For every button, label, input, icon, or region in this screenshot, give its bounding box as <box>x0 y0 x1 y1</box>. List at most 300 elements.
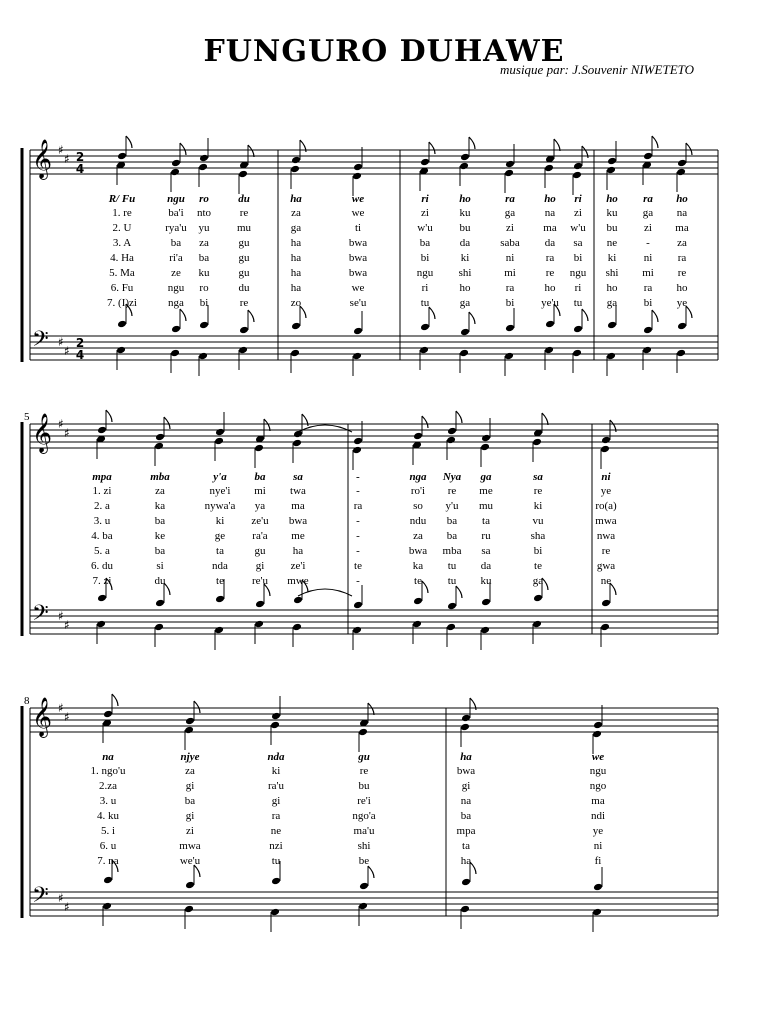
song-title: FUNGURO DUHAWE <box>203 34 565 69</box>
soprano-note <box>461 714 471 723</box>
verse-syllable: ye <box>600 485 612 497</box>
tenor-note <box>239 326 249 335</box>
soprano-note <box>271 712 281 721</box>
soprano-note <box>117 152 127 161</box>
tenor-note <box>255 600 265 609</box>
note-flag <box>429 142 435 154</box>
refrain-syllable: mpa <box>92 471 112 483</box>
verse-syllable: ga <box>290 222 302 234</box>
verse-syllable: ri <box>421 282 429 294</box>
verse-syllable: za <box>199 237 209 249</box>
verse-syllable: du <box>238 282 250 294</box>
verse-syllable: ra <box>677 252 687 264</box>
verse-syllable: 1. re <box>112 207 132 219</box>
note-flag <box>368 866 374 878</box>
refrain-syllable: mba <box>150 471 170 483</box>
verse-syllable: ke <box>154 530 166 542</box>
verse-syllable: ngu <box>167 282 185 294</box>
verse-syllable: za <box>291 207 301 219</box>
soprano-note <box>601 436 611 445</box>
verse-syllable: mba <box>442 545 462 557</box>
verse-syllable: gu <box>238 252 250 264</box>
soprano-note <box>413 432 423 441</box>
verse-syllable: 4. Ha <box>110 252 134 264</box>
verse-syllable: 6. Fu <box>110 282 134 294</box>
verse-syllable: fi <box>594 855 602 867</box>
soprano-note <box>481 434 491 443</box>
verse-syllable: ba'i <box>168 207 184 219</box>
verse-syllable: bwa <box>348 237 368 249</box>
verse-syllable: ye <box>676 297 688 309</box>
verse-syllable: zi <box>644 222 652 234</box>
soprano-note <box>573 162 583 171</box>
tenor-note <box>185 881 195 890</box>
verse-syllable: mpa <box>456 825 476 837</box>
note-flag <box>456 586 462 598</box>
verse-syllable: ra <box>353 500 363 512</box>
verse-syllable: ro <box>199 282 209 294</box>
bass-note <box>116 346 126 355</box>
note-flag <box>652 136 658 148</box>
verse-syllable: bu <box>358 780 370 792</box>
alto-note <box>292 439 302 448</box>
note-flag <box>469 312 475 324</box>
verse-syllable: ha <box>290 237 302 249</box>
alto-note <box>592 730 602 739</box>
verse-syllable: mu <box>478 500 494 512</box>
verse-syllable: ye <box>592 825 604 837</box>
alto-note <box>290 165 300 174</box>
soprano-note <box>677 159 687 168</box>
time-signature-top: 2 <box>75 336 85 350</box>
alto-note <box>352 172 362 181</box>
verse-syllable: 1. zi <box>92 485 112 497</box>
verse-syllable: ra'a <box>252 530 268 542</box>
tenor-note <box>97 594 107 603</box>
verse-syllable: nto <box>196 207 212 219</box>
verse-syllable: ne <box>606 237 618 249</box>
soprano-note <box>291 156 301 165</box>
verse-syllable: 7. (I)zi <box>107 297 137 309</box>
verse-syllable: ba <box>419 237 431 249</box>
tenor-note <box>677 322 687 331</box>
verse-syllable: ngu <box>416 267 434 279</box>
soprano-note <box>643 152 653 161</box>
verse-syllable: ma <box>591 795 605 807</box>
tenor-note <box>593 883 603 892</box>
verse-syllable: - <box>356 515 360 527</box>
verse-syllable: shi <box>605 267 619 279</box>
verse-syllable: ba <box>184 795 196 807</box>
tenor-note <box>353 327 363 336</box>
verse-syllable: tu <box>447 575 457 587</box>
verse-syllable: sa <box>481 545 491 557</box>
bass-note <box>600 623 610 632</box>
verse-syllable: ta <box>462 840 470 852</box>
verse-syllable: ku <box>198 267 210 279</box>
refrain-syllable: ra <box>505 193 515 205</box>
verse-syllable: 1. ngo'u <box>90 765 126 777</box>
note-flag <box>422 416 428 428</box>
tenor-note <box>117 320 127 329</box>
verse-syllable: ga <box>642 207 654 219</box>
soprano-note <box>171 159 181 168</box>
note-flag <box>164 417 170 429</box>
verse-syllable: - <box>356 485 360 497</box>
note-flag <box>429 307 435 319</box>
verse-syllable: nda <box>212 560 228 572</box>
verse-syllable: mi <box>254 485 266 497</box>
verse-syllable: sa <box>573 237 583 249</box>
measure-number: 5 <box>24 411 30 423</box>
verse-syllable: ra <box>271 810 281 822</box>
tenor-note <box>573 325 583 334</box>
sharp-icon: ♯ <box>64 618 70 632</box>
tenor-note <box>505 324 515 333</box>
verse-syllable: 4. ba <box>91 530 113 542</box>
verse-syllable: na <box>544 207 556 219</box>
note-flag <box>264 419 270 431</box>
bass-clef-icon: 𝄢 <box>32 327 49 357</box>
refrain-syllable: Nya <box>442 471 462 483</box>
verse-syllable: 2.za <box>98 780 118 792</box>
verse-syllable: ze'u <box>251 515 269 527</box>
verse-syllable: ba <box>446 530 458 542</box>
verse-syllable: sha <box>530 530 546 542</box>
verse-syllable: saba <box>500 237 520 249</box>
verse-syllable: du <box>154 575 166 587</box>
verse-syllable: tu <box>573 297 583 309</box>
verse-syllable: nye'i <box>209 485 231 497</box>
verse-syllable: ma <box>543 222 557 234</box>
refrain-syllable: ra <box>643 193 653 205</box>
alto-note <box>532 438 542 447</box>
verse-syllable: ma <box>291 500 305 512</box>
tenor-note <box>199 321 209 330</box>
verse-syllable: ze'i <box>290 560 306 572</box>
verse-syllable: ne <box>600 575 612 587</box>
alto-note <box>198 163 208 172</box>
verse-syllable: ni <box>643 252 653 264</box>
verse-syllable: bi <box>505 297 515 309</box>
refrain-syllable: ri <box>421 193 429 205</box>
verse-syllable: gu <box>254 545 266 557</box>
note-flag <box>542 413 548 425</box>
tenor-note <box>291 322 301 331</box>
refrain-syllable: na <box>102 751 114 763</box>
refrain-syllable: ni <box>601 471 611 483</box>
verse-syllable: ku <box>480 575 492 587</box>
bass-note <box>412 620 422 629</box>
tenor-note <box>103 876 113 885</box>
tenor-note <box>359 882 369 891</box>
verse-syllable: nwa <box>596 530 616 542</box>
soprano-note <box>420 158 430 167</box>
verse-syllable: ge <box>214 530 226 542</box>
verse-syllable: mwa <box>179 840 201 852</box>
verse-syllable: te <box>216 575 224 587</box>
soprano-note <box>97 426 107 435</box>
alto-note <box>504 169 514 178</box>
soprano-note <box>215 428 225 437</box>
verse-syllable: ki <box>215 515 225 527</box>
verse-syllable: ba <box>154 515 166 527</box>
verse-syllable: 7. na <box>97 855 119 867</box>
alto-note <box>184 726 194 735</box>
verse-syllable: za <box>155 485 165 497</box>
verse-syllable: - <box>356 530 360 542</box>
sharp-icon: ♯ <box>64 710 70 724</box>
verse-syllable: w'u <box>417 222 433 234</box>
verse-syllable: 2. U <box>112 222 132 234</box>
verse-syllable: ra <box>643 282 653 294</box>
verse-syllable: ni <box>593 840 603 852</box>
bass-note <box>270 908 280 917</box>
alto-note <box>154 442 164 451</box>
bass-note <box>292 623 302 632</box>
verse-syllable: 3. u <box>99 795 117 807</box>
verse-syllable: gu <box>238 267 250 279</box>
tenor-note <box>461 878 471 887</box>
refrain-syllable: gu <box>358 751 370 763</box>
refrain-syllable: ho <box>544 193 556 205</box>
note-flag <box>422 581 428 593</box>
sharp-icon: ♯ <box>58 701 64 715</box>
verse-syllable: ba <box>460 810 472 822</box>
verse-syllable: twa <box>290 485 306 497</box>
bass-note <box>352 352 362 361</box>
verse-syllable: vu <box>532 515 544 527</box>
verse-syllable: ru <box>481 530 491 542</box>
verse-syllable: 3. A <box>112 237 132 249</box>
verse-syllable: ka <box>412 560 424 572</box>
verse-syllable: ti <box>354 222 362 234</box>
sharp-icon: ♯ <box>64 426 70 440</box>
bass-note <box>154 623 164 632</box>
soprano-note <box>199 154 209 163</box>
tenor-note <box>481 598 491 607</box>
refrain-syllable: ngu <box>167 193 185 205</box>
verse-syllable: ngo'a <box>352 810 376 822</box>
alto-note <box>446 436 456 445</box>
bass-note <box>446 623 456 632</box>
verse-syllable: da <box>459 237 471 249</box>
refrain-syllable: nga <box>409 471 427 483</box>
verse-syllable: w'u <box>570 222 586 234</box>
verse-syllable: re'u <box>251 575 269 587</box>
verse-syllable: ze <box>171 267 181 279</box>
sharp-icon: ♯ <box>64 344 70 358</box>
sharp-icon: ♯ <box>58 417 64 431</box>
verse-syllable: ho <box>606 282 618 294</box>
verse-syllable: te <box>354 560 362 572</box>
verse-syllable: bi <box>199 297 209 309</box>
verse-syllable: ki <box>607 252 617 264</box>
verse-syllable: ngo <box>589 780 607 792</box>
verse-syllable: mi <box>642 267 654 279</box>
verse-syllable: - <box>646 237 650 249</box>
note-flag <box>652 310 658 322</box>
verse-syllable: mi <box>504 267 516 279</box>
bass-clef-icon: 𝄢 <box>32 601 49 631</box>
verse-syllable: 3. u <box>93 515 111 527</box>
refrain-syllable: ho <box>606 193 618 205</box>
verse-syllable: ba <box>154 545 166 557</box>
soprano-note <box>460 153 470 162</box>
verse-syllable: shi <box>357 840 371 852</box>
refrain-syllable: - <box>356 471 360 483</box>
note-flag <box>554 139 560 151</box>
tenor-note <box>293 596 303 605</box>
bass-note <box>480 626 490 635</box>
tenor-note <box>155 599 165 608</box>
soprano-note <box>185 717 195 726</box>
verse-syllable: zi <box>421 207 429 219</box>
alto-note <box>676 168 686 177</box>
verse-syllable: gi <box>185 810 195 822</box>
verse-syllable: re <box>239 207 249 219</box>
sharp-icon: ♯ <box>58 891 64 905</box>
bass-note <box>676 349 686 358</box>
verse-syllable: ne <box>270 825 282 837</box>
verse-syllable: shi <box>458 267 472 279</box>
bass-note <box>102 902 112 911</box>
treble-clef-icon: 𝄞 <box>32 413 53 453</box>
soprano-note <box>353 437 363 446</box>
verse-syllable: ga <box>459 297 471 309</box>
verse-syllable: ki <box>271 765 281 777</box>
refrain-syllable: ho <box>459 193 471 205</box>
alto-note <box>480 443 490 452</box>
soprano-note <box>103 710 113 719</box>
refrain-syllable: y'a <box>213 471 227 483</box>
bass-note <box>460 905 470 914</box>
refrain-syllable: sa <box>293 471 303 483</box>
soprano-note <box>593 721 603 730</box>
verse-syllable: gi <box>185 780 195 792</box>
verse-syllable: bwa <box>348 267 368 279</box>
bass-note <box>532 620 542 629</box>
verse-syllable: nzi <box>269 840 283 852</box>
verse-syllable: bi <box>573 252 583 264</box>
alto-note <box>254 444 264 453</box>
verse-syllable: zo <box>290 297 302 309</box>
note-flag <box>126 136 132 148</box>
verse-syllable: ra <box>545 252 555 264</box>
verse-syllable: re <box>533 485 543 497</box>
verse-syllable: se'u <box>349 297 367 309</box>
refrain-syllable: ga <box>480 471 492 483</box>
verse-syllable: si <box>156 560 164 572</box>
alto-note <box>459 162 469 171</box>
verse-syllable: ro'i <box>410 485 426 497</box>
verse-syllable: na <box>460 795 472 807</box>
composer-credit: musique par: J.Souvenir NIWETETO <box>500 62 695 77</box>
verse-syllable: bi <box>420 252 430 264</box>
verse-syllable: ba <box>170 237 182 249</box>
soprano-note <box>505 160 515 169</box>
verse-syllable: mu <box>236 222 252 234</box>
verse-syllable: y'u <box>445 500 459 512</box>
verse-syllable: 5. a <box>94 545 110 557</box>
verse-syllable: rya'u <box>165 222 187 234</box>
note-flag <box>180 143 186 155</box>
verse-syllable: ho <box>459 282 471 294</box>
refrain-syllable: ba <box>254 471 266 483</box>
verse-syllable: - <box>356 575 360 587</box>
note-flag <box>194 701 200 713</box>
verse-syllable: ra'u <box>267 780 285 792</box>
refrain-syllable: sa <box>533 471 543 483</box>
verse-syllable: nywa'a <box>204 500 236 512</box>
verse-syllable: ga <box>532 575 544 587</box>
soprano-note <box>607 157 617 166</box>
verse-syllable: gi <box>271 795 281 807</box>
verse-syllable: bwa <box>408 545 428 557</box>
verse-syllable: re <box>239 297 249 309</box>
treble-clef-icon: 𝄞 <box>32 139 53 179</box>
verse-syllable: mwe <box>287 575 309 587</box>
verse-syllable: ho <box>544 282 556 294</box>
note-flag <box>469 137 475 149</box>
verse-syllable: ku <box>459 207 471 219</box>
verse-syllable: za <box>413 530 423 542</box>
bass-note <box>96 620 106 629</box>
verse-syllable: ni <box>505 252 515 264</box>
bass-note <box>184 905 194 914</box>
verse-syllable: zi <box>574 207 582 219</box>
soprano-note <box>353 163 363 172</box>
verse-syllable: nga <box>168 297 184 309</box>
bass-note <box>572 349 582 358</box>
verse-syllable: ho <box>676 282 688 294</box>
verse-syllable: me <box>291 530 305 542</box>
verse-syllable: re <box>545 267 555 279</box>
verse-syllable: re <box>677 267 687 279</box>
verse-syllable: 5. i <box>100 825 116 837</box>
verse-syllable: ga <box>504 207 516 219</box>
verse-syllable: gwa <box>596 560 616 572</box>
sharp-icon: ♯ <box>64 900 70 914</box>
alto-note <box>358 728 368 737</box>
verse-syllable: ba <box>198 252 210 264</box>
sharp-icon: ♯ <box>58 609 64 623</box>
verse-syllable: gu <box>238 237 250 249</box>
alto-note <box>214 437 224 446</box>
tenor-note <box>601 599 611 608</box>
bass-note <box>459 349 469 358</box>
refrain-syllable: R/ Fu <box>108 193 136 205</box>
verse-syllable: gi <box>461 780 471 792</box>
verse-syllable: ri <box>574 282 582 294</box>
verse-syllable: ki <box>533 500 543 512</box>
verse-syllable: ma <box>675 222 689 234</box>
tenor-note <box>353 601 363 610</box>
verse-syllable: da <box>544 237 556 249</box>
bass-clef-icon: 𝄢 <box>32 883 49 913</box>
verse-syllable: ngu <box>569 267 587 279</box>
verse-syllable: ya <box>254 500 266 512</box>
bass-note <box>504 352 514 361</box>
sharp-icon: ♯ <box>58 143 64 157</box>
verse-syllable: so <box>413 500 423 512</box>
verse-syllable: ye'u <box>541 297 559 309</box>
tenor-note <box>545 320 555 329</box>
soprano-note <box>293 430 303 439</box>
verse-syllable: 2. a <box>94 500 110 512</box>
bass-note <box>606 352 616 361</box>
time-signature-bottom: 4 <box>75 162 85 176</box>
